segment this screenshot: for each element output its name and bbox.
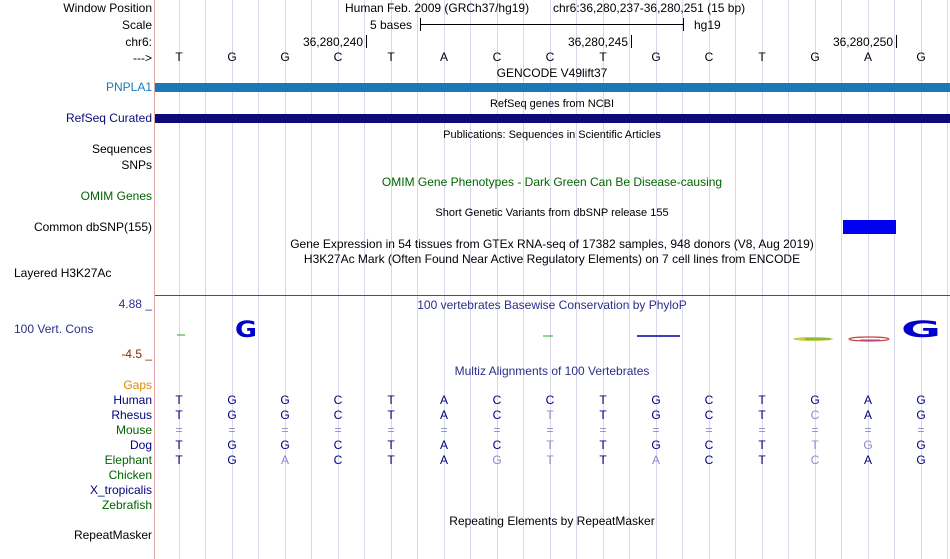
scale-bar-left-tick [420,18,421,31]
refseq-track-title: RefSeq genes from NCBI [489,98,615,110]
aligned-base: T [175,453,183,467]
aligned-base: G [227,393,237,407]
assembly-db-text: hg19 [694,18,721,32]
aligned-base: A [439,408,448,422]
aligned-base: C [704,453,714,467]
aligned-base: T [387,453,395,467]
species-label-elephant[interactable]: Elephant [104,453,152,467]
species-label-chicken[interactable]: Chicken [108,468,152,482]
aligned-base: G [651,408,661,422]
aligned-base: C [333,393,343,407]
reference-base: G [810,50,820,64]
aligned-base: G [810,393,820,407]
reference-base: A [863,50,872,64]
scale-bar [420,24,684,25]
aligned-base: C [492,438,502,452]
coordinate-tick-label: 36,280,250 [832,35,893,49]
coordinate-tick-label: 36,280,240 [302,35,363,49]
dbsnp-track-title: Short Genetic Variants from dbSNP release 155 [435,207,669,219]
strand-arrow-label: ---> [133,51,152,65]
species-label-rhesus[interactable]: Rhesus [111,408,152,422]
aligned-base: G [863,438,873,452]
aligned-base: T [599,393,607,407]
aligned-base: T [546,408,554,422]
gaps-label: Gaps [123,378,152,392]
aligned-base: C [492,408,502,422]
aligned-base: A [863,393,872,407]
conservation-top-separator [155,295,950,296]
omim-track-title: OMIM Gene Phenotypes - Dark Green Can Be Disease-causing [381,175,723,189]
omim-track-label[interactable]: OMIM Genes [80,189,152,203]
aligned-base: A [863,453,872,467]
species-label-mouse[interactable]: Mouse [115,423,152,437]
h3k27ac-track-label[interactable]: Layered H3K27Ac [14,266,112,280]
aligned-base: C [704,438,714,452]
scale-bar-text: 5 bases [370,18,413,32]
aligned-base: = [334,423,342,437]
aligned-base: T [599,408,607,422]
reference-base: T [387,50,395,64]
aligned-base: G [227,408,237,422]
aligned-base: = [228,423,236,437]
aligned-base: T [175,408,183,422]
reference-base: G [280,50,290,64]
aligned-base: C [492,393,502,407]
aligned-base: G [280,438,290,452]
aligned-base: T [599,453,607,467]
conservation-max-label: 4.88 _ [118,297,152,311]
aligned-base: = [758,423,766,437]
aligned-base: T [175,438,183,452]
reference-base: T [599,50,607,64]
reference-base: G [916,50,926,64]
aligned-base: = [917,423,925,437]
aligned-base: = [811,423,819,437]
reference-base: C [545,50,555,64]
aligned-base: T [758,408,766,422]
reference-base: A [439,50,448,64]
species-label-dog[interactable]: Dog [129,438,152,452]
assembly-text: Human Feb. 2009 (GRCh37/hg19) [345,1,530,15]
dbsnp-track-label[interactable]: Common dbSNP(155) [33,220,152,234]
aligned-base: C [810,453,820,467]
species-label-zebrafish[interactable]: Zebrafish [101,498,152,512]
conservation-logo-glyph: G [901,318,941,343]
aligned-base: G [916,393,926,407]
reference-base: G [651,50,661,64]
species-label-human[interactable]: Human [113,393,152,407]
chrom-label: chr6: [125,35,152,49]
position-text: chr6:36,280,237-36,280,251 (15 bp) [553,1,746,15]
reference-base: G [227,50,237,64]
repeatmasker-track-label[interactable]: RepeatMasker [73,528,152,542]
coordinate-tick-label: 36,280,245 [567,35,628,49]
aligned-base: G [651,438,661,452]
gencode-pnpla1-feature[interactable] [155,83,950,92]
h3k27ac-track-title: H3K27Ac Mark (Often Found Near Active Regulatory Elements) on 7 cell lines from ENCODE [303,252,801,266]
conservation-logo-glyph: G [235,318,257,343]
aligned-base: = [440,423,448,437]
aligned-base: C [545,393,555,407]
reference-base: T [758,50,766,64]
aligned-base: C [333,408,343,422]
gencode-track-label[interactable]: PNPLA1 [105,80,152,94]
dbsnp-variant-feature[interactable] [843,220,896,234]
aligned-base: = [493,423,501,437]
aligned-base: = [546,423,554,437]
aligned-base: = [705,423,713,437]
reference-base: T [175,50,183,64]
aligned-base: T [546,453,554,467]
aligned-base: T [387,438,395,452]
scale-label: Scale [121,18,152,32]
coordinate-tick [896,35,897,48]
aligned-base: T [387,393,395,407]
aligned-base: G [227,438,237,452]
reference-base: C [704,50,714,64]
snps-track-label[interactable]: SNPs [121,158,152,172]
aligned-base: G [651,393,661,407]
aligned-base: G [916,453,926,467]
conservation-min-label: -4.5 _ [121,347,152,361]
aligned-base: T [758,438,766,452]
aligned-base: T [758,393,766,407]
aligned-base: C [333,438,343,452]
publications-track-title: Publications: Sequences in Scientific Articles [443,129,661,141]
reference-base: C [333,50,343,64]
aligned-base: T [811,438,819,452]
refseq-track-label[interactable]: RefSeq Curated [65,111,152,125]
window-position-label: Window Position [63,1,152,15]
coordinate-tick [631,35,632,48]
scale-bar-right-tick [683,18,684,31]
aligned-base: G [492,453,502,467]
aligned-base: A [863,408,872,422]
aligned-base: G [916,438,926,452]
aligned-base: C [704,408,714,422]
aligned-base: = [281,423,289,437]
aligned-base: T [546,438,554,452]
aligned-base: A [439,438,448,452]
aligned-base: G [227,453,237,467]
aligned-base: G [280,408,290,422]
aligned-base: T [758,453,766,467]
conservation-logo [155,320,950,360]
aligned-base: C [333,453,343,467]
aligned-base: C [810,408,820,422]
refseq-curated-feature[interactable] [155,114,950,123]
gencode-track-title: GENCODE V49lift37 [496,66,608,80]
aligned-base: = [599,423,607,437]
conservation-track-label[interactable]: 100 Vert. Cons [14,322,94,336]
aligned-base: T [387,408,395,422]
repeatmasker-track-title: Repeating Elements by RepeatMasker [449,514,655,528]
aligned-base: T [175,393,183,407]
aligned-base: A [651,453,660,467]
aligned-base: = [387,423,395,437]
gtex-track-title: Gene Expression in 54 tissues from GTEx RNA-seq of 17382 samples, 948 donors (V8, Aug 2019) [290,237,814,251]
aligned-base: A [439,453,448,467]
aligned-base: = [864,423,872,437]
aligned-base: G [916,408,926,422]
aligned-base: = [175,423,183,437]
tracks-panel[interactable] [155,0,950,559]
species-label-x_tropicalis[interactable]: X_tropicalis [89,483,152,497]
multiz-track-title: Multiz Alignments of 100 Vertebrates [454,364,650,378]
aligned-base: T [599,438,607,452]
track-labels-panel [0,0,155,559]
aligned-base: A [439,393,448,407]
aligned-base: = [652,423,660,437]
sequences-track-label[interactable]: Sequences [91,142,152,156]
aligned-base: A [280,453,289,467]
conservation-track-title: 100 vertebrates Basewise Conservation by PhyloP [417,298,687,312]
aligned-base: C [704,393,714,407]
aligned-base: G [280,393,290,407]
reference-base: C [492,50,502,64]
coordinate-tick [366,35,367,48]
